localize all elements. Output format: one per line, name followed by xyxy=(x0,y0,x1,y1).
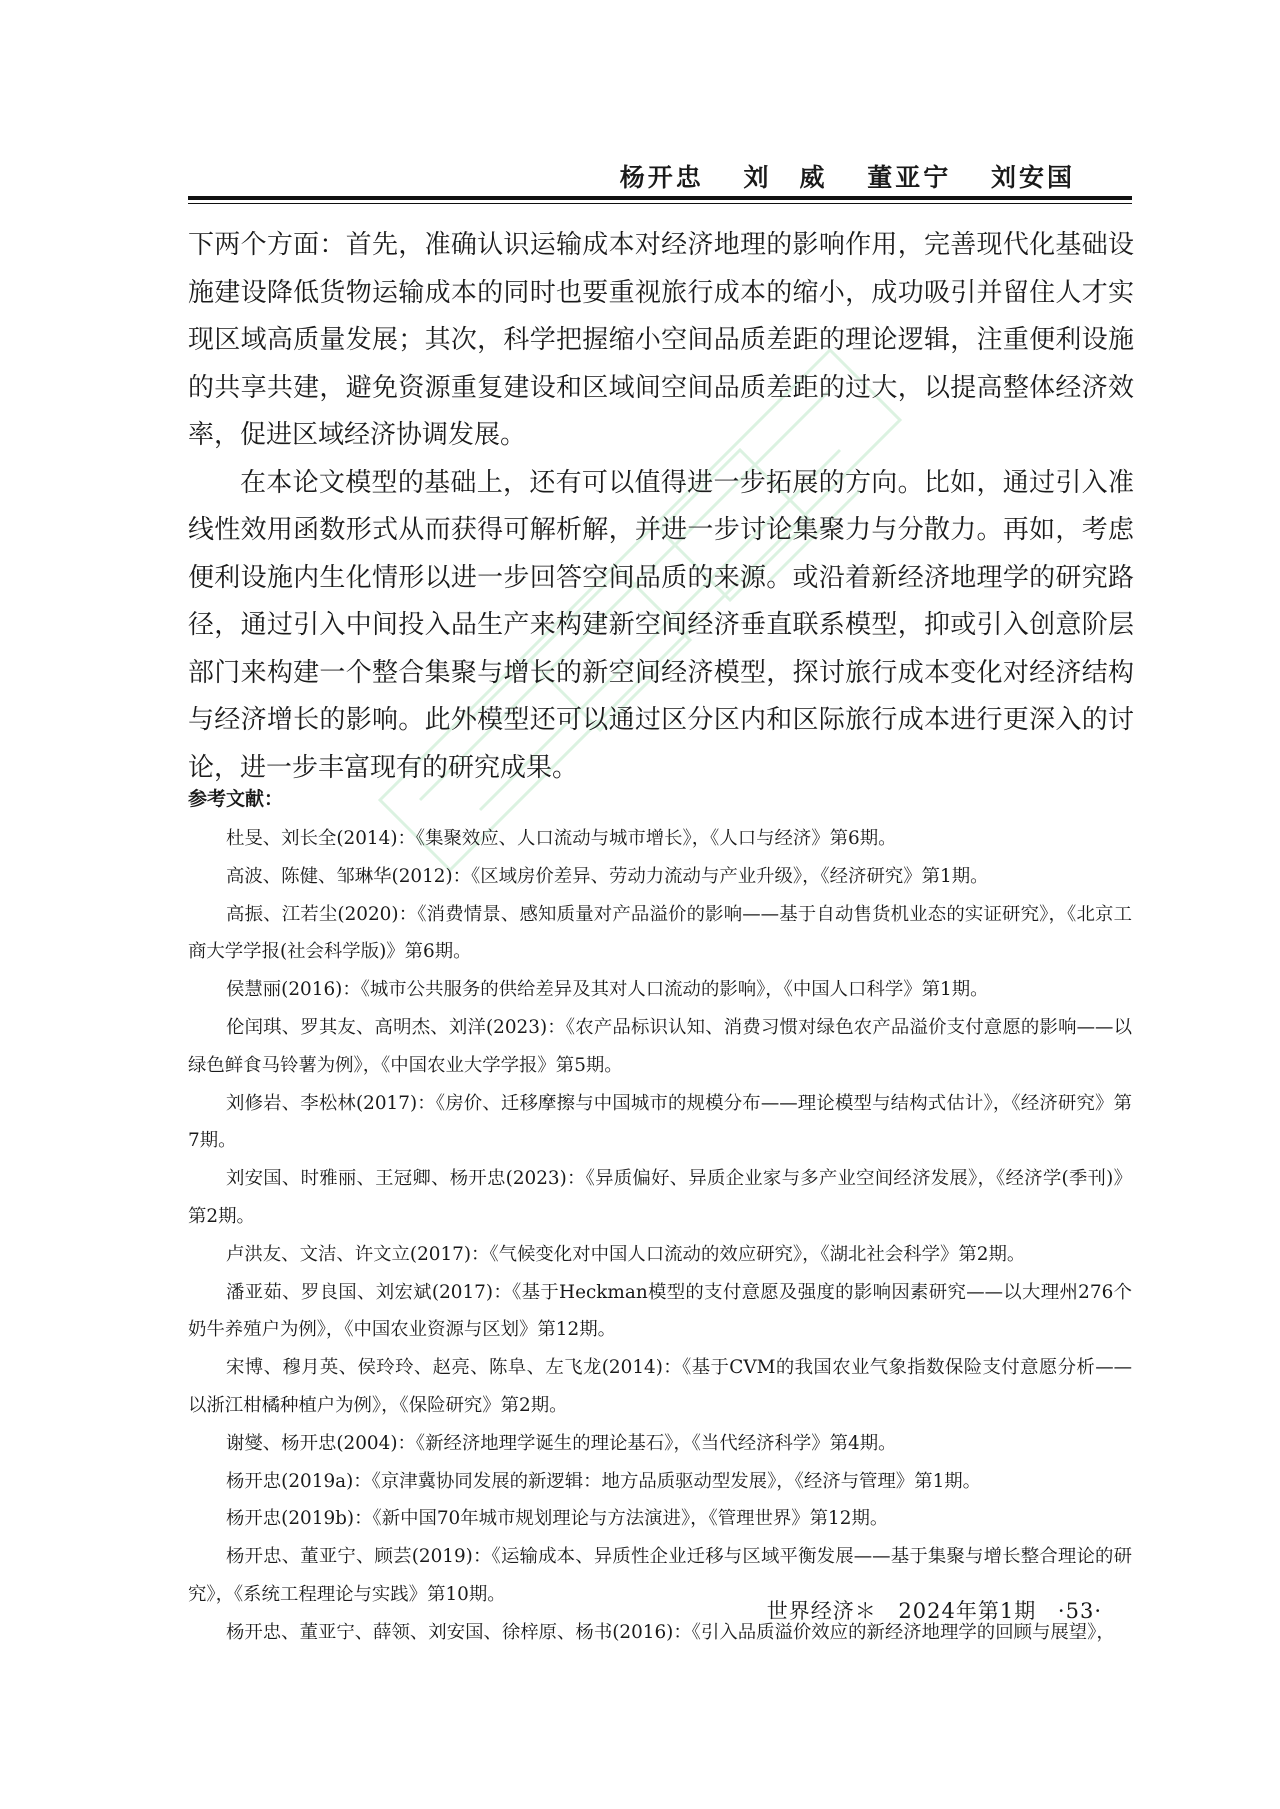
reference-item: 杜旻、刘长全(2014)：《集聚效应、人口流动与城市增长》，《人口与经济》第6期。 xyxy=(226,828,897,849)
header-author: 刘安国 xyxy=(990,163,1075,192)
reference-item: 宋博、穆月英、侯玲玲、赵亮、陈阜、左飞龙(2014)：《基于CVM的我国农业气象指数保险支付意愿分析——以浙江柑橘种植户为例》，《保险研究》第2期。 xyxy=(188,1357,1132,1416)
running-header-authors xyxy=(592,158,1075,194)
body-paragraph: 下两个方面：首先，准确认识运输成本对经济地理的影响作用，完善现代化基础设施建设降低货物运输成本的同时也要重视旅行成本的缩小，成功吸引并留住人才实现区域高质量发展；其次，科学把握缩小空间品质差距的理论逻辑，注重便利设施的共享共建，避免资源重复建设和区域间空间品质差距的过大，以提高整体经济效率，促进区域经济协调发展。 xyxy=(188,230,1134,450)
reference-item: 潘亚茹、罗良国、刘宏斌(2017)：《基于Heckman模型的支付意愿及强度的影响因素研究——以大理州276个奶牛养殖户为例》，《中国农业资源与区划》第12期。 xyxy=(188,1281,1132,1341)
references-list xyxy=(188,820,1132,1652)
reference-item: 谢燮、杨开忠(2004)：《新经济地理学诞生的理论基石》，《当代经济科学》第4期。 xyxy=(226,1432,897,1454)
header-author: 杨开忠 xyxy=(619,163,704,192)
header-author: 董亚宁 xyxy=(867,163,952,192)
reference-item: 杨开忠、董亚宁、顾芸(2019)：《运输成本、异质性企业迁移与区域平衡发展——基于集聚与增长整合理论的研究》，《系统工程理论与实践》第10期。 xyxy=(188,1546,1132,1605)
reference-item: 高波、陈健、邹琳华(2012)：《区域房价差异、劳动力流动与产业升级》，《经济研究》第1期。 xyxy=(226,865,989,887)
reference-item: 刘安国、时雅丽、王冠卿、杨开忠(2023)：《异质偏好、异质企业家与多产业空间经济发展》，《经济学(季刊)》第2期。 xyxy=(188,1168,1132,1227)
header-rule-thin xyxy=(188,203,1132,204)
main-body xyxy=(188,222,1134,792)
footer-page-number: ·53· xyxy=(1057,1599,1102,1623)
reference-item: 杨开忠(2019b)：《新中国70年城市规划理论与方法演进》，《管理世界》第12期。 xyxy=(226,1508,889,1530)
footer-journal: 世界经济＊ xyxy=(766,1599,877,1623)
reference-item: 高振、江若尘(2020)：《消费情景、感知质量对产品溢价的影响——基于自动售货机业态的实证研究》，《北京工商大学学报(社会科学版)》第6期。 xyxy=(188,903,1132,963)
reference-item: 刘修岩、李松林(2017)：《房价、迁移摩擦与中国城市的规模分布——理论模型与结构式估计》，《经济研究》第7期。 xyxy=(188,1092,1132,1152)
header-rule-thick xyxy=(188,196,1132,200)
page-footer xyxy=(753,1595,1102,1625)
reference-item: 卢洪友、文洁、许文立(2017)：《气候变化对中国人口流动的效应研究》，《湖北社会科学》第2期。 xyxy=(226,1243,1026,1265)
header-author: 刘 威 xyxy=(743,163,828,192)
reference-item: 伦闰琪、罗其友、高明杰、刘洋(2023)：《农产品标识认知、消费习惯对绿色农产品溢价支付意愿的影响——以绿色鲜食马铃薯为例》，《中国农业大学学报》第5期。 xyxy=(188,1016,1132,1076)
reference-item: 杨开忠(2019a)：《京津冀协同发展的新逻辑：地方品质驱动型发展》，《经济与管理》第1期。 xyxy=(226,1470,982,1492)
reference-item: 杨开忠、董亚宁、薛领、刘安国、徐梓原、杨书(2016)：《引入品质溢价效应的新经济地理学的回顾与展望》， xyxy=(226,1621,1115,1643)
footer-issue: 2024年第1期 xyxy=(898,1599,1037,1623)
references-heading: 参考文献： xyxy=(188,788,284,810)
body-paragraph: 在本论文模型的基础上，还有可以值得进一步拓展的方向。比如，通过引入准线性效用函数形式从而获得可解析解，并进一步讨论集聚力与分散力。再如，考虑便利设施内生化情形以进一步回答空间品质的来源。或沿着新经济地理学的研究路径，通过引入中间投入品生产来构建新空间经济垂直联系模型，抑或引入创意阶层部门来构建一个整合集聚与增长的新空间经济模型，探讨旅行成本变化对经济结构与经济增长的影响。此外模型还可以通过区分区内和区际旅行成本进行更深入的讨论，进一步丰富现有的研究成果。 xyxy=(188,467,1134,783)
reference-item: 侯慧丽(2016)：《城市公共服务的供给差异及其对人口流动的影响》，《中国人口科学》第1期。 xyxy=(226,979,989,1001)
